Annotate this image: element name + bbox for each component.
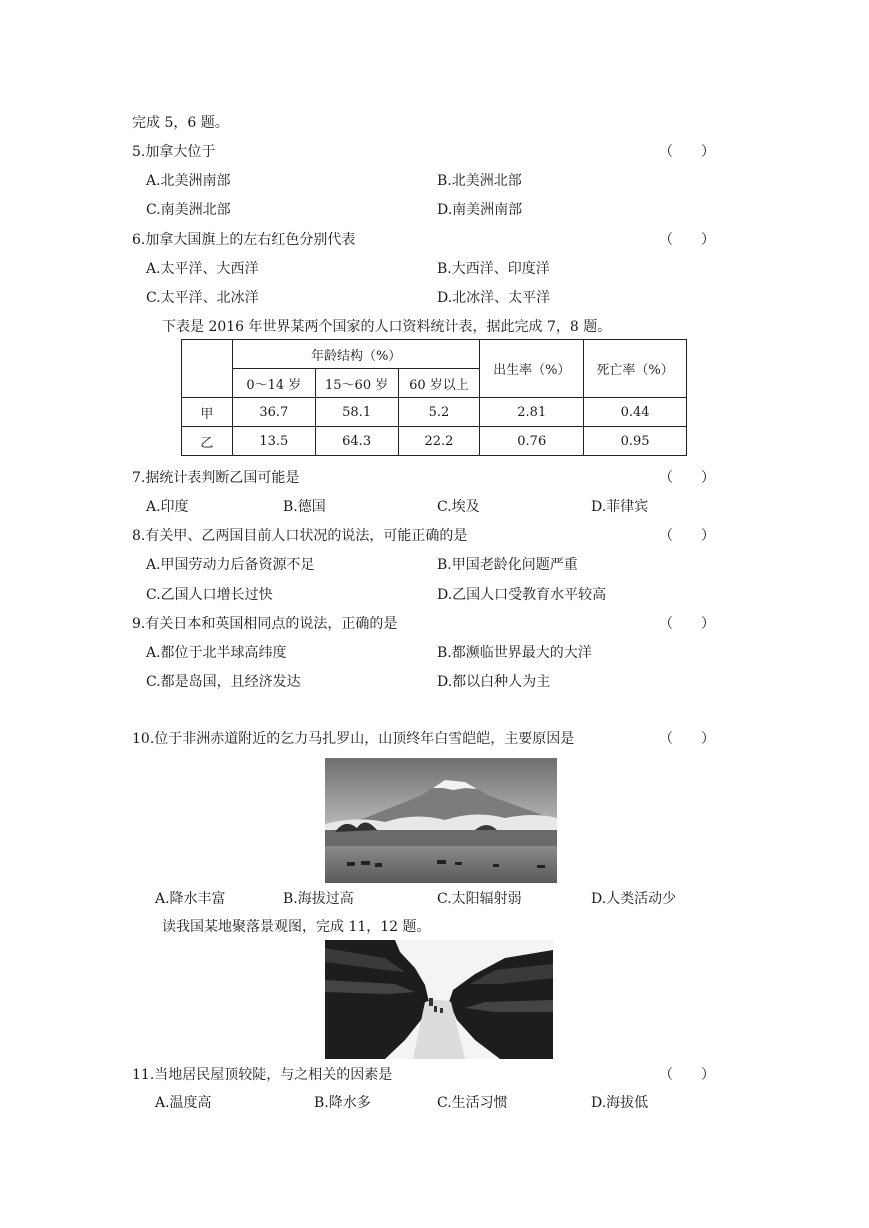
table-header-birth-rate: 出生率（%） xyxy=(480,340,584,398)
question-11-answer-blank: （ ） xyxy=(659,1067,715,1083)
table-header-death-rate: 死亡率（%） xyxy=(584,340,687,398)
population-stats-table xyxy=(181,339,687,456)
q6-option-c: C.太平洋、北冰洋 xyxy=(146,290,259,306)
q8-option-d: D.乙国人口受教育水平较高 xyxy=(437,587,607,603)
table-cell-age-60-plus: 22.2 xyxy=(398,427,480,456)
q8-option-c: C.乙国人口增长过快 xyxy=(146,587,273,603)
q10-option-d: D.人类活动少 xyxy=(591,891,677,907)
table-cell-birth-rate: 0.76 xyxy=(480,427,584,456)
intro-text-11-12: 读我国某地聚落景观图，完成 11，12 题。 xyxy=(162,919,431,935)
table-cell-birth-rate: 2.81 xyxy=(480,398,584,427)
question-7-answer-blank: （ ） xyxy=(659,470,715,486)
q5-option-d: D.南美洲南部 xyxy=(437,202,523,218)
question-5-stem: 5.加拿大位于 xyxy=(132,144,216,160)
question-9-answer-blank: （ ） xyxy=(659,616,715,632)
q5-option-a: A.北美洲南部 xyxy=(146,173,231,189)
question-10-answer-blank: （ ） xyxy=(659,731,715,747)
kilimanjaro-photo xyxy=(325,758,557,883)
q8-option-b: B.甲国老龄化问题严重 xyxy=(437,557,578,573)
q7-option-d: D.菲律宾 xyxy=(591,499,649,515)
table-cell-age-0-14: 13.5 xyxy=(232,427,315,456)
q7-option-c: C.埃及 xyxy=(437,499,480,515)
table-header-age-structure: 年龄结构（%） xyxy=(232,340,479,369)
q10-option-a: A.降水丰富 xyxy=(155,891,226,907)
question-7-stem: 7.据统计表判断乙国可能是 xyxy=(132,470,300,486)
table-cell-age-0-14: 36.7 xyxy=(232,398,315,427)
q6-option-d: D.北冰洋、太平洋 xyxy=(437,290,551,306)
question-8-stem: 8.有关甲、乙两国目前人口状况的说法，可能正确的是 xyxy=(132,528,468,544)
q6-option-b: B.大西洋、印度洋 xyxy=(437,261,550,277)
q10-option-c: C.太阳辐射弱 xyxy=(437,891,522,907)
question-10-stem: 10.位于非洲赤道附近的乞力马扎罗山，山顶终年白雪皑皑，主要原因是 xyxy=(132,731,575,747)
question-5-answer-blank: （ ） xyxy=(659,144,715,160)
table-cell-age-15-60: 64.3 xyxy=(315,427,398,456)
q5-option-b: B.北美洲北部 xyxy=(437,173,522,189)
q6-option-a: A.太平洋、大西洋 xyxy=(146,261,259,277)
table-cell-country: 甲 xyxy=(182,398,233,427)
question-11-stem: 11.当地居民屋顶较陡，与之相关的因素是 xyxy=(132,1067,393,1083)
table-row xyxy=(182,427,687,456)
table-header-15-60: 15～60 岁 xyxy=(315,369,398,398)
table-cell-death-rate: 0.95 xyxy=(584,427,687,456)
question-6-answer-blank: （ ） xyxy=(659,232,715,248)
q11-option-d: D.海拔低 xyxy=(591,1095,649,1111)
q11-option-b: B.降水多 xyxy=(314,1095,371,1111)
q11-option-a: A.温度高 xyxy=(155,1095,212,1111)
question-9-stem: 9.有关日本和英国相同点的说法，正确的是 xyxy=(132,616,398,632)
q7-option-a: A.印度 xyxy=(146,499,189,515)
q8-option-a: A.甲国劳动力后备资源不足 xyxy=(146,557,315,573)
q9-option-d: D.都以白种人为主 xyxy=(437,674,551,690)
intro-text-7-8: 下表是 2016 年世界某两个国家的人口资料统计表，据此完成 7，8 题。 xyxy=(162,319,612,335)
q9-option-a: A.都位于北半球高纬度 xyxy=(146,645,287,661)
table-cell-death-rate: 0.44 xyxy=(584,398,687,427)
table-cell-country: 乙 xyxy=(182,427,233,456)
q9-option-b: B.都濒临世界最大的大洋 xyxy=(437,645,592,661)
table-header-0-14: 0～14 岁 xyxy=(232,369,315,398)
q9-option-c: C.都是岛国，且经济发达 xyxy=(146,674,301,690)
intro-text-5-6: 完成 5，6 题。 xyxy=(132,115,229,131)
water-town-photo xyxy=(325,940,553,1059)
q10-option-b: B.海拔过高 xyxy=(283,891,354,907)
table-cell-age-15-60: 58.1 xyxy=(315,398,398,427)
q7-option-b: B.德国 xyxy=(283,499,326,515)
table-cell-age-60-plus: 5.2 xyxy=(398,398,480,427)
question-6-stem: 6.加拿大国旗上的左右红色分别代表 xyxy=(132,232,356,248)
table-header-60-plus: 60 岁以上 xyxy=(398,369,480,398)
table-row xyxy=(182,398,687,427)
q5-option-c: C.南美洲北部 xyxy=(146,202,231,218)
question-8-answer-blank: （ ） xyxy=(659,528,715,544)
table-corner-cell xyxy=(182,340,233,398)
q11-option-c: C.生活习惯 xyxy=(437,1095,508,1111)
